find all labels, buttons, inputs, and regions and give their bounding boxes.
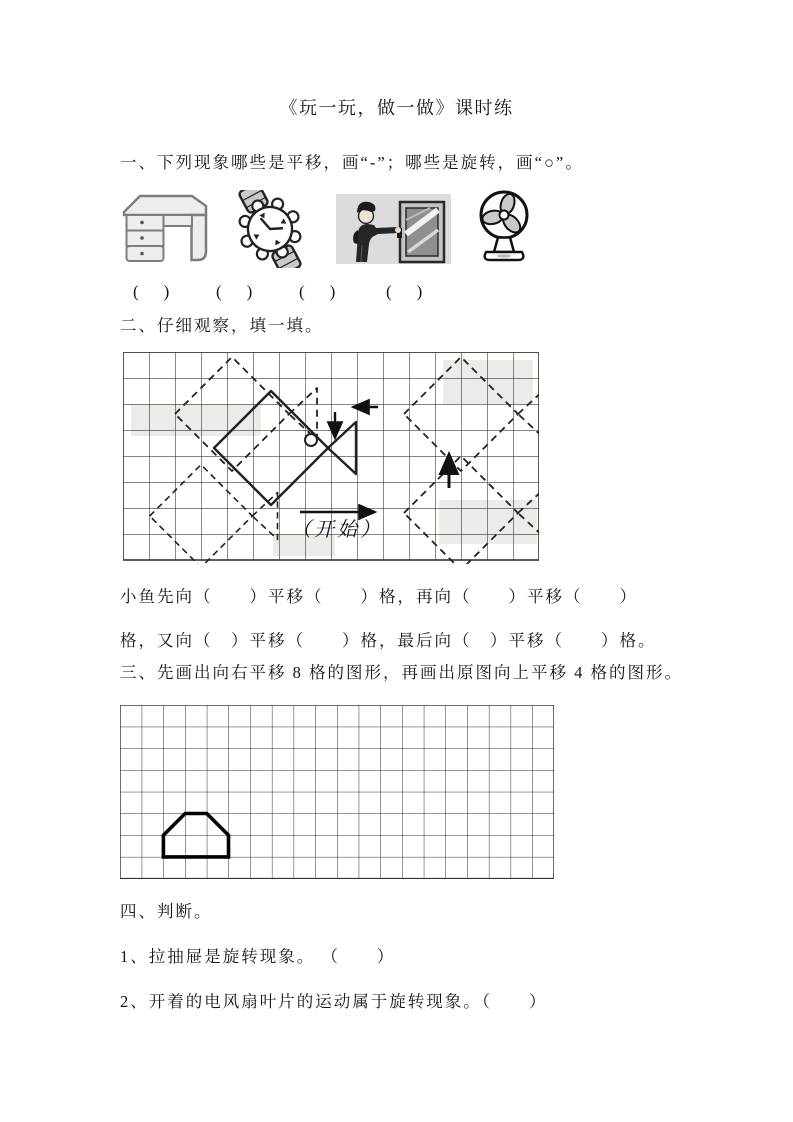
q2-prompt: 二、仔细观察，填一填。 bbox=[120, 316, 324, 335]
fish-grid-figure bbox=[123, 352, 539, 564]
q2-fill-line-1: 小鱼先向（ ）平移（ ）格，再向（ ）平移（ ） bbox=[120, 587, 638, 606]
q4-prompt: 四、判断。 bbox=[120, 902, 213, 921]
boy-sliding-window-image bbox=[336, 190, 451, 268]
wristwatch-image bbox=[226, 190, 314, 268]
q4-item-1: 1、拉抽屉是旋转现象。 （ ） bbox=[120, 947, 396, 966]
q1-prompt: 一、下列现象哪些是平移，画“-”；哪些是旋转，画“○”。 bbox=[120, 153, 584, 172]
fish-eye bbox=[305, 434, 317, 446]
electric-fan-image bbox=[468, 190, 540, 268]
q1-blank-1: ( ) bbox=[133, 282, 174, 301]
q2-fill-line-2: 格，又向（ ）平移（ ）格，最后向（ ）平移（ ）格。 bbox=[120, 631, 657, 650]
page-title: 《玩一玩，做一做》课时练 bbox=[279, 98, 514, 118]
q1-blank-2: ( ) bbox=[216, 282, 257, 301]
q1-blank-4: ( ) bbox=[386, 282, 427, 301]
start-label: （开始） bbox=[291, 519, 383, 541]
desk-image bbox=[118, 190, 212, 266]
q1-blank-3: ( ) bbox=[299, 282, 340, 301]
q3-prompt: 三、先画出向右平移 8 格的图形，再画出原图向上平移 4 格的图形。 bbox=[120, 663, 683, 682]
drawing-grid-figure bbox=[120, 705, 554, 879]
q4-item-2: 2、开着的电风扇叶片的运动属于旋转现象。（ ） bbox=[120, 992, 548, 1011]
